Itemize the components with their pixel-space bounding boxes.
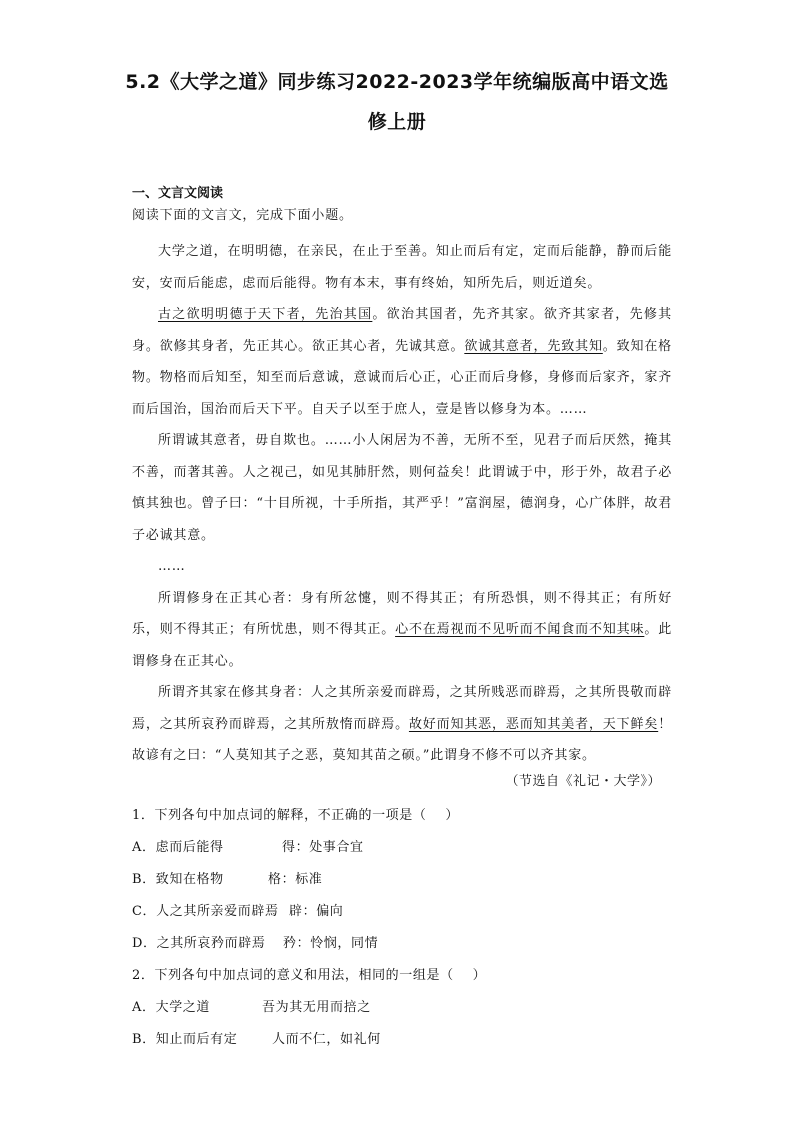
- option-gloss: 格：标准: [268, 872, 323, 887]
- option-label: A．虑而后能得: [132, 840, 224, 855]
- question-2-option-a: [132, 998, 672, 1030]
- page-title: 5.2《大学之道》同步练习2022-2023学年统编版高中语文选: [125, 71, 669, 93]
- section-heading: 一、文言文阅读: [132, 186, 224, 201]
- classical-passage: [132, 236, 672, 772]
- source-citation: （节选自《礼记・大学》）: [505, 774, 661, 789]
- option-label: A．大学之道: [132, 1000, 210, 1015]
- underlined-sentence-1: 古之欲明明德于天下者，先治其国: [158, 307, 373, 322]
- question-1-stem: 1．下列各句中加点词的解释，不正确的一项是（ ）: [132, 808, 460, 823]
- passage-text: 所谓齐其家在修其身者：人之其所亲爱而辟焉，之其所贱恶而辟焉，之其所畏敬而辟焉，之其所哀矜而辟焉，之其所敖惰而辟焉。: [132, 685, 672, 732]
- page-title-continued: 修上册: [367, 111, 427, 133]
- underlined-sentence-3: 心不在焉视而不见听而不闻食而不知其味: [395, 622, 645, 637]
- passage-text: 所谓修身在正其心者：身有所忿懥，则不得其正；有所恐惧，则不得其正；有所好乐，则不得其正；有所忧患，则不得其正。: [132, 590, 672, 637]
- option-label: B．知止而后有定: [132, 1032, 238, 1047]
- question-1-option-d: [132, 934, 672, 966]
- option-gloss: 得：处事合宜: [282, 840, 364, 855]
- passage-paragraph-4: [132, 583, 672, 678]
- option-label: C．人之其所亲爱而辟焉: [132, 904, 279, 919]
- passage-paragraph-2: [132, 299, 672, 425]
- question-1-option-c: [132, 902, 672, 934]
- passage-paragraph-1: 大学之道，在明明德，在亲民，在止于至善。知止而后有定，定而后能静，静而后能安，安而后能虑，虑而后能得。物有本末，事有终始，知所先后，则近道矣。: [132, 244, 672, 291]
- option-label: D．之其所哀矜而辟焉: [132, 936, 266, 951]
- option-label: B．致知在格物: [132, 872, 224, 887]
- question-1-option-b: [132, 870, 672, 902]
- questions: [132, 806, 672, 1062]
- passage-text: 。欲治其国者，先齐其家。欲齐其家者，先修其身。欲修其身者，先正其心。欲正其心者，先诚其意。: [132, 307, 672, 354]
- passage-text: 。致知在格物。物格而后知至，知至而后意诚，意诚而后心正，心正而后身修，身修而后家齐，家齐而后国治，国治而后天下平。自天子以至于庶人，壹是皆以修身为本。……: [132, 338, 672, 417]
- underlined-sentence-4: 故好而知其恶，恶而知其美者，天下鲜矣: [408, 716, 659, 732]
- question-1-option-a: [132, 838, 672, 870]
- option-gloss: 矜：怜悯，同情: [283, 936, 379, 951]
- instruction-text: 阅读下面的文言文，完成下面小题。: [132, 208, 353, 223]
- option-gloss: 辟：偏向: [289, 904, 344, 919]
- option-gloss: 吾为其无用而掊之: [262, 1000, 371, 1015]
- passage-paragraph-5: [132, 677, 672, 772]
- passage-text: ！故谚有之曰：“人莫知其子之恶，莫知其苗之硕。”此谓身不修不可以齐其家。: [132, 716, 672, 763]
- question-2-option-b: [132, 1030, 672, 1062]
- underlined-sentence-2: 欲诚其意者，先致其知: [464, 338, 603, 354]
- passage-paragraph-3: 所谓诚其意者，毋自欺也。……小人闲居为不善，无所不至，见君子而后厌然，掩其不善，而著其善。人之视己，如见其肺肝然，则何益矣！此谓诚于中，形于外，故君子必慎其独也。曾子曰：“十目所视，十手所指，其严乎！”富润屋，德润身，心广体胖，故君子必诚其意。: [132, 433, 672, 543]
- question-2-stem: 2．下列各句中加点词的意义和用法，相同的一组是（ ）: [132, 968, 487, 983]
- option-gloss: 人而不仁，如礼何: [272, 1032, 381, 1047]
- passage-text: 。此谓修身在正其心。: [132, 622, 672, 669]
- passage-ellipsis: ……: [158, 559, 186, 574]
